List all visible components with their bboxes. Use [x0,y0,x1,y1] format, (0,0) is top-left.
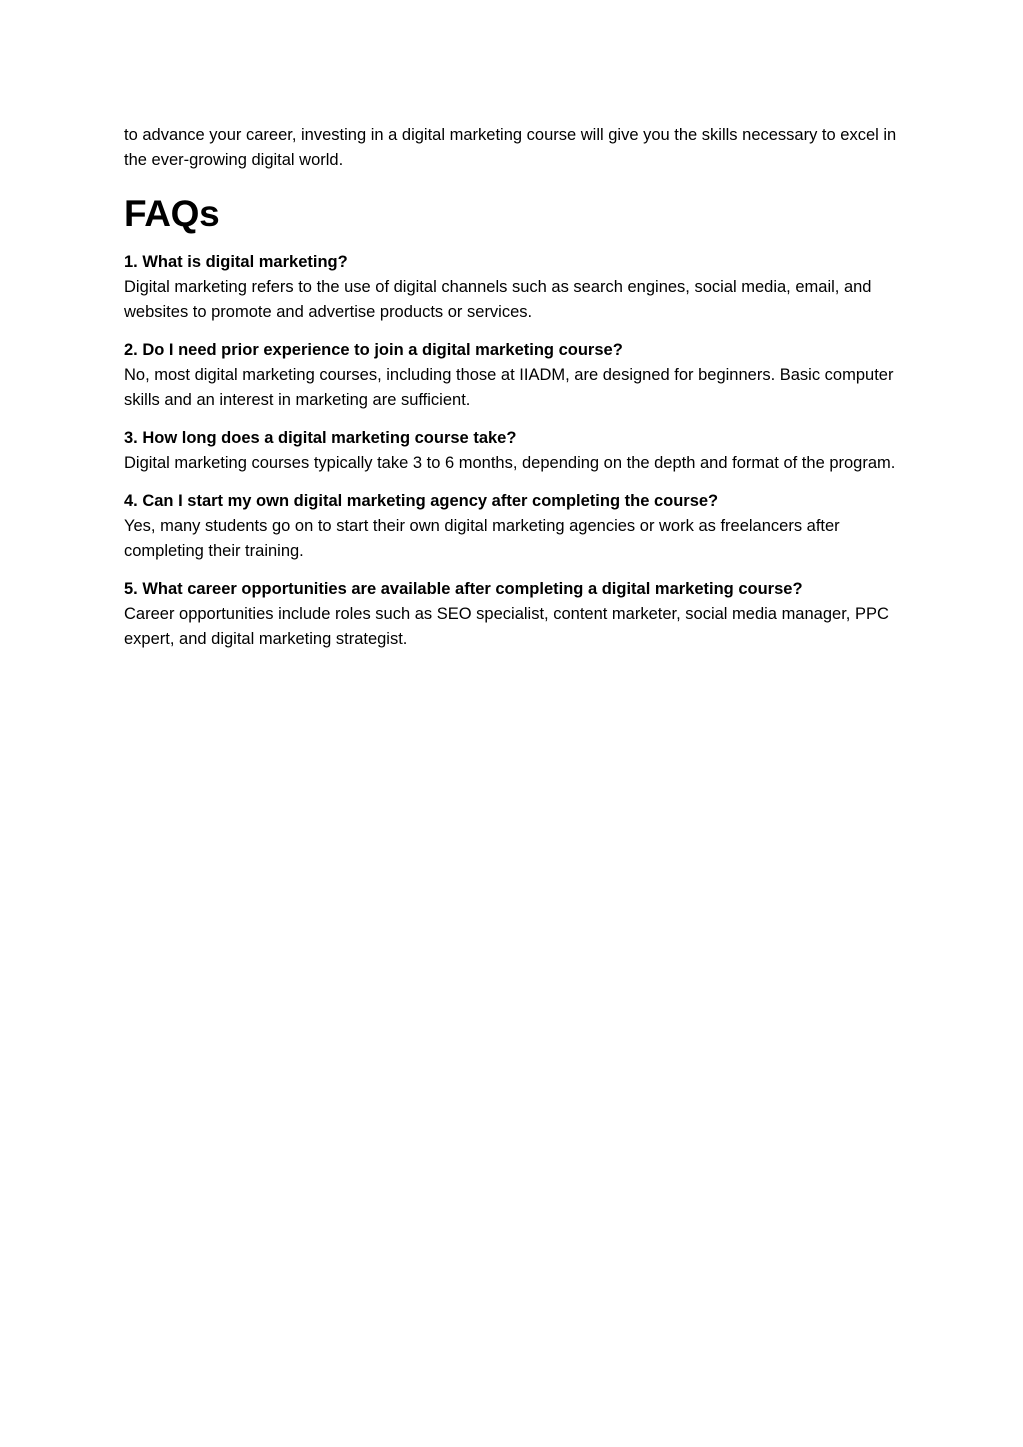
faq-question: 1. What is digital marketing? [124,253,348,271]
document-page [124,123,914,665]
faq-answer: Digital marketing refers to the use of digital channels such as search engines, social media, email, and websites to promote and advertise products or services. [124,278,872,321]
faq-item-4 [124,489,914,564]
faq-question: 4. Can I start my own digital marketing agency after completing the course? [124,492,719,510]
intro-paragraph: to advance your career, investing in a digital marketing course will give you the skills necessary to excel in the ever-growing digital world. [124,126,897,169]
faq-list [124,250,914,652]
faq-item-2 [124,338,914,413]
faq-question: 2. Do I need prior experience to join a digital marketing course? [124,341,623,359]
faq-answer: No, most digital marketing courses, including those at IIADM, are designed for beginners. Basic computer skills and an interest in marketing are sufficient. [124,366,894,409]
faq-answer: Career opportunities include roles such as SEO specialist, content marketer, social media manager, PPC expert, and digital marketing strategist. [124,605,889,648]
faq-question: 3. How long does a digital marketing course take? [124,429,517,447]
faq-item-5 [124,577,914,652]
faq-item-3 [124,426,914,476]
faq-answer: Yes, many students go on to start their own digital marketing agencies or work as freelancers after completing their training. [124,517,840,560]
faq-item-1 [124,250,914,325]
faqs-heading: FAQs [124,193,220,234]
faq-question: 5. What career opportunities are available after completing a digital marketing course? [124,580,803,598]
faq-answer: Digital marketing courses typically take 3 to 6 months, depending on the depth and format of the program. [124,454,896,472]
